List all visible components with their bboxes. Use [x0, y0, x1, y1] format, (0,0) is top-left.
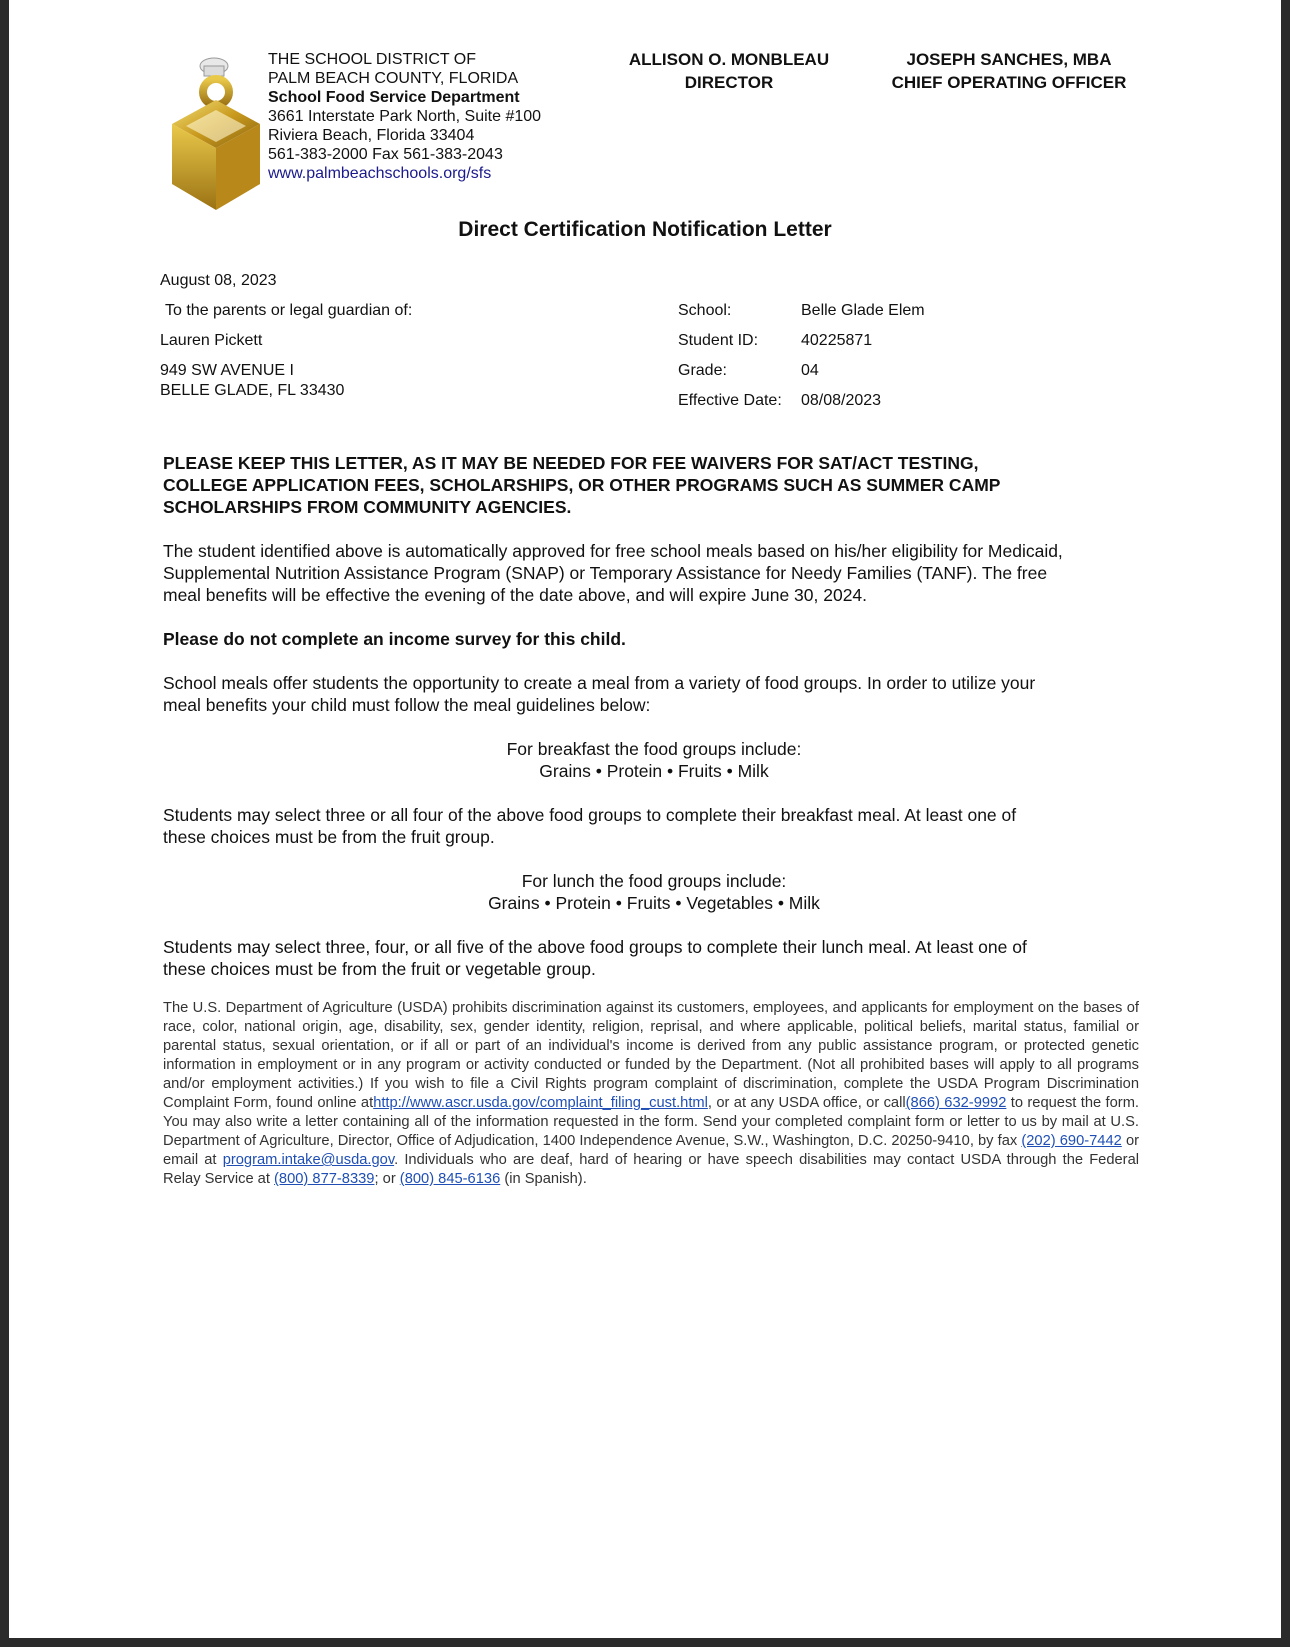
- officer-director: [609, 48, 849, 94]
- info-label-student-id: Student ID:: [678, 332, 759, 349]
- officer-title: CHIEF OPERATING OFFICER: [891, 73, 1127, 92]
- keep-letter-notice: PLEASE KEEP THIS LETTER, AS IT MAY BE NEEDED FOR FEE WAIVERS FOR SAT/ACT TESTING, COLLEGE APPLICATION FEES, SCHOLARSHIPS, OR OTHER PROGRAMS SUCH AS SUMMER CAMP SCHOLARSHIPS FROM COMMUNITY AGENCIES.: [163, 453, 1001, 517]
- fax-link[interactable]: (202) 690-7442: [1021, 1133, 1122, 1149]
- phone-fax: 561-383-2000 Fax 561-383-2043: [268, 146, 503, 163]
- district-name-line1: THE SCHOOL DISTRICT OF: [268, 51, 477, 68]
- info-value-grade: 04: [801, 362, 819, 379]
- info-label-grade: Grade:: [678, 362, 727, 379]
- breakfast-heading: For breakfast the food groups include:: [506, 739, 802, 759]
- usda-nondiscrimination-statement: The U.S. Department of Agriculture (USDA) prohibits discrimination against its customers, employees, and applicants for employment on the bases of race, color, national origin, age, disability, sex, gender identity, religion, reprisal, and where applicable, political beliefs, marital status, familial or parental status, sexual orientation, or if all or part of an individual's income is derived from any public assistance program, or protected genetic information in employment or in any program or activity conducted or funded by the Department. (Not all prohibited bases will apply to all programs and/or employment activities.) If you wish to file a Civil Rights program complaint of discrimination, complete the USDA Program Discrimination Complaint Form, found online athttp://www.ascr.usda.gov/complaint_filing_cust.html, or at any USDA office, or call(866) 632-9992 to request the form. You may also write a letter containing all of the information requested in the form. Send your completed complaint form or letter to us by mail at U.S. Department of Agriculture, Director, Office of Adjudication, 1400 Independence Avenue, S.W., Washington, D.C. 20250-9410, by fax (202) 690-7442 or email at program.intake@usda.gov. Individuals who are deaf, hard of hearing or have speech disabilities may contact USDA through the Federal Relay Service at (800) 877-8339; or (800) 845-6136 (in Spanish).: [163, 1000, 1140, 1187]
- lunch-heading: For lunch the food groups include:: [521, 871, 787, 891]
- meals-intro-paragraph: School meals offer students the opportunity to create a meal from a variety of food groups. In order to utilize your meal benefits your child must follow the meal guidelines below:: [163, 673, 1036, 715]
- lunch-groups: Grains • Protein • Fruits • Vegetables • Milk: [488, 893, 820, 913]
- recipient-city: BELLE GLADE, FL 33430: [160, 382, 345, 399]
- complaint-form-link[interactable]: http://www.ascr.usda.gov/complaint_filing_cust.html: [373, 1095, 708, 1111]
- officer-coo: [869, 48, 1149, 94]
- info-value-student-id: 40225871: [801, 332, 873, 349]
- email-link[interactable]: program.intake@usda.gov: [222, 1152, 395, 1168]
- lunch-rule: Students may select three, four, or all five of the above food groups to complete their lunch meal. At least one of these choices must be from the fruit or vegetable group.: [163, 937, 1027, 979]
- approval-paragraph: The student identified above is automatically approved for free school meals based on his/her eligibility for Medicaid, Supplemental Nutrition Assistance Program (SNAP) or Temporary Assistance for Needy Families (TANF). The free meal benefits will be effective the evening of the date above, and will expire June 30, 2024.: [163, 541, 1063, 605]
- officer-title: DIRECTOR: [684, 73, 774, 92]
- district-address-block: [268, 50, 541, 183]
- officer-name: JOSEPH SANCHES, MBA: [906, 50, 1112, 69]
- no-survey-notice: Please do not complete an income survey for this child.: [163, 629, 626, 649]
- salutation: To the parents or legal guardian of:: [165, 302, 413, 319]
- phone-link-3[interactable]: (800) 845-6136: [399, 1171, 501, 1187]
- letter-page: [9, 0, 1281, 1638]
- address-line2: Riviera Beach, Florida 33404: [268, 127, 475, 144]
- officer-name: ALLISON O. MONBLEAU: [628, 50, 830, 69]
- info-label-school: School:: [678, 302, 732, 319]
- breakfast-groups: Grains • Protein • Fruits • Milk: [539, 761, 769, 781]
- letter-date: August 08, 2023: [160, 272, 277, 289]
- district-logo-icon: [164, 52, 269, 212]
- district-name-line2: PALM BEACH COUNTY, FLORIDA: [268, 70, 519, 87]
- phone-link-1[interactable]: (866) 632-9992: [905, 1095, 1007, 1111]
- department-name: School Food Service Department: [268, 89, 520, 106]
- info-value-effective-date: 08/08/2023: [801, 392, 882, 409]
- website-link[interactable]: www.palmbeachschools.org/sfs: [268, 165, 492, 182]
- info-label-effective-date: Effective Date:: [678, 392, 782, 409]
- recipient-name: Lauren Pickett: [160, 332, 263, 349]
- breakfast-rule: Students may select three or all four of the above food groups to complete their breakfast meal. At least one of these choices must be from the fruit group.: [163, 805, 1017, 847]
- recipient-street: 949 SW AVENUE I: [160, 362, 294, 379]
- address-line1: 3661 Interstate Park North, Suite #100: [268, 108, 542, 125]
- document-title: Direct Certification Notification Letter: [458, 218, 832, 241]
- phone-link-2[interactable]: (800) 877-8339: [274, 1171, 375, 1187]
- info-value-school: Belle Glade Elem: [801, 302, 925, 319]
